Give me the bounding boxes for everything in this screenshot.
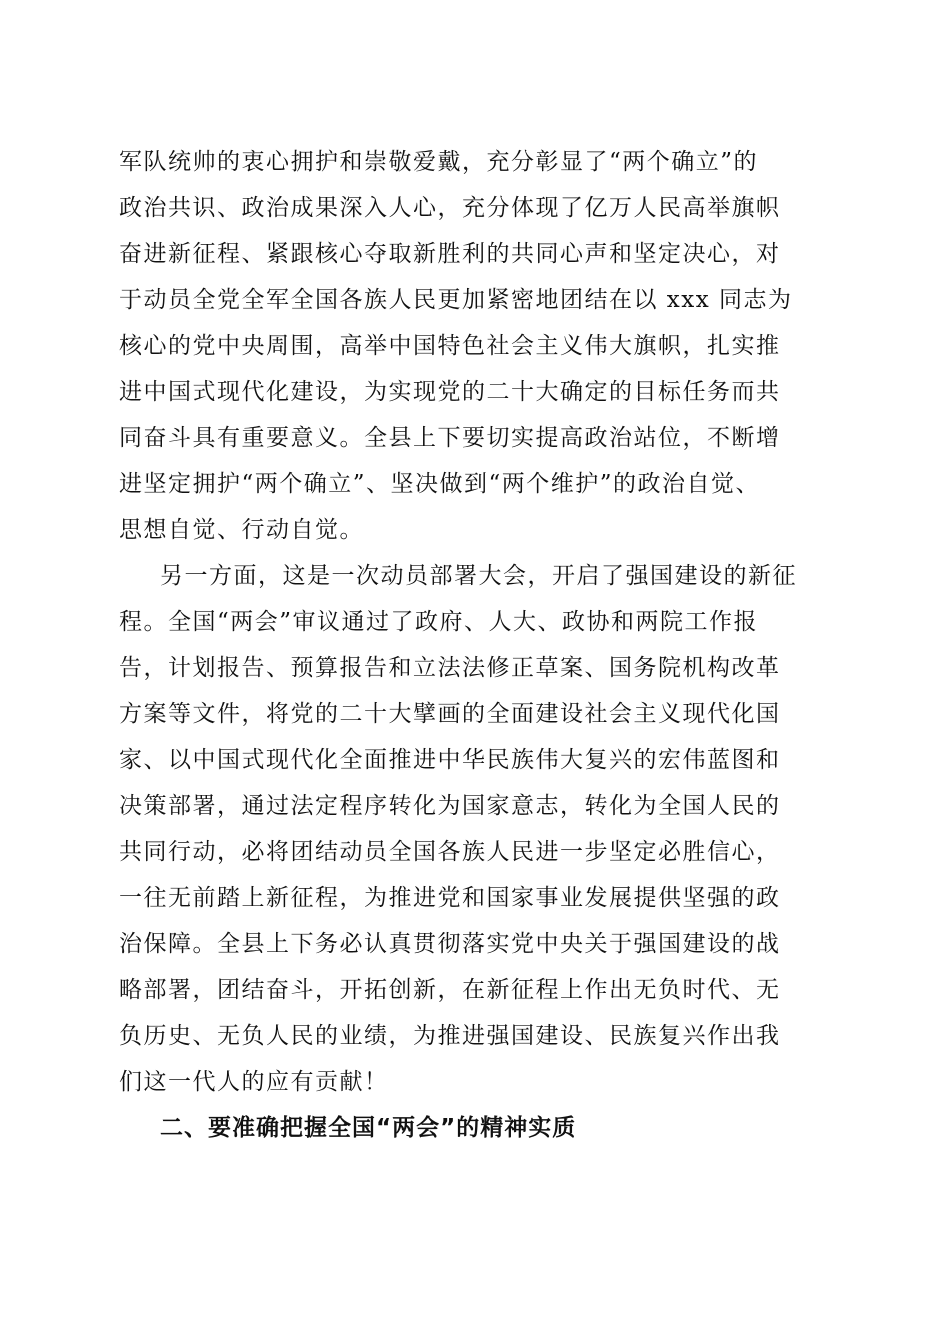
paragraph-line: 奋进新征程、紧跟核心夺取新胜利的共同心声和坚定决心，对: [119, 241, 781, 267]
paragraph-line: 家、以中国式现代化全面推进中华民族伟大复兴的宏伟蓝图和: [119, 747, 781, 773]
paragraph-line: 进中国式现代化建设，为实现党的二十大确定的目标任务而共: [119, 379, 781, 405]
paragraph-line: 进坚定拥护“两个确立”、坚决做到“两个维护”的政治自觉、: [119, 471, 761, 497]
paragraph-line: 思想自觉、行动自觉。: [119, 517, 364, 543]
paragraph-line: 一往无前踏上新征程，为推进党和国家事业发展提供坚强的政: [119, 885, 781, 911]
section-heading: 二、要准确把握全国“两会”的精神实质: [160, 1115, 577, 1141]
paragraph-line: 方案等文件，将党的二十大擘画的全面建设社会主义现代化国: [119, 701, 781, 727]
paragraph-line: 政治共识、政治成果深入人心，充分体现了亿万人民高举旗帜: [119, 195, 781, 221]
paragraph-line: 负历史、无负人民的业绩，为推进强国建设、民族复兴作出我: [119, 1023, 781, 1049]
paragraph-first-line: 另一方面，这是一次动员部署大会，开启了强国建设的新征: [160, 563, 797, 589]
paragraph-line: 们这一代人的应有贡献！: [119, 1069, 389, 1095]
paragraph-line: 军队统帅的衷心拥护和崇敬爱戴，充分彰显了“两个确立”的: [119, 149, 759, 175]
paragraph-line: 治保障。全县上下务必认真贯彻落实党中央关于强国建设的战: [119, 931, 781, 957]
paragraph-line: 略部署，团结奋斗，开拓创新，在新征程上作出无负时代、无: [119, 977, 781, 1003]
paragraph-line: 同奋斗具有重要意义。全县上下要切实提高政治站位，不断增: [119, 425, 781, 451]
paragraph-line: 决策部署，通过法定程序转化为国家意志，转化为全国人民的: [119, 793, 781, 819]
paragraph-line: 核心的党中央周围，高举中国特色社会主义伟大旗帜，扎实推: [119, 333, 781, 359]
paragraph-line: 于动员全党全军全国各族人民更加紧密地团结在以 xxx 同志为: [119, 287, 793, 313]
paragraph-line: 共同行动，必将团结动员全国各族人民进一步坚定必胜信心，: [119, 839, 781, 865]
paragraph-line: 程。全国“两会”审议通过了政府、人大、政协和两院工作报: [119, 609, 759, 635]
paragraph-line: 告，计划报告、预算报告和立法法修正草案、国务院机构改革: [119, 655, 781, 681]
